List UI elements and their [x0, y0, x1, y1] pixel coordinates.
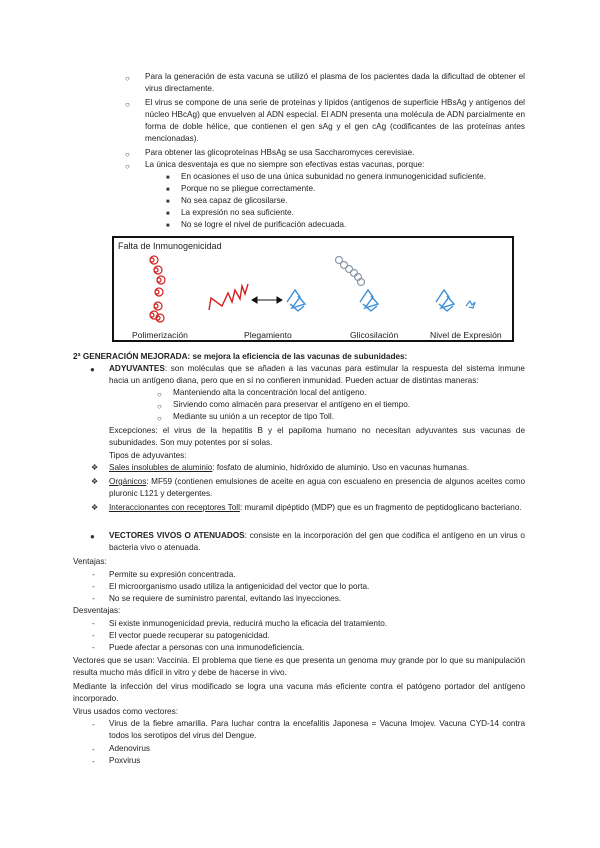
circle-bullet: ○ — [125, 74, 130, 83]
list-item: Si existe inmunogenicidad previa, reducirá mucho la eficacia del tratamiento. — [109, 619, 388, 628]
usados-label: Virus usados como vectores: — [73, 707, 178, 716]
sub-list-item: En ocasiones el uso de una única subunidad no genera inmunogenicidad suficiente. — [181, 172, 486, 181]
square-bullet: ■ — [166, 199, 170, 205]
exceptions-paragraph: Excepciones: el virus de la hepatitis B y el papiloma humano no necesitan adyuvantes sus vacunas de subunidades. Son muy potentes por sí solas. — [109, 426, 525, 447]
figure-illustration — [114, 238, 512, 340]
diamond-bullet: ❖ — [91, 463, 99, 472]
caption-polimerizacion: Polimerización — [132, 330, 188, 340]
section-heading: 2ª GENERACIÓN MEJORADA: se mejora la eficiencia de las vacunas de subunidades: — [73, 352, 408, 361]
dash-bullet: - — [92, 631, 95, 640]
list-item: Virus de la fiebre amarilla. Para luchar contra la encefalitis Japonesa = Vacuna Imojev. Vacuna CYD-14 contra todos los serotipos del virus del Dengue. — [109, 719, 525, 740]
dash-bullet: - — [92, 757, 95, 766]
list-item: Mediante su unión a un receptor de tipo Toll. — [173, 412, 334, 421]
dash-bullet: - — [92, 594, 95, 603]
ventajas-label: Ventajas: — [73, 557, 107, 566]
list-item: Poxvirus — [109, 756, 141, 765]
circle-bullet: ○ — [125, 162, 130, 171]
diamond-bullet: ❖ — [91, 503, 99, 512]
expressed-protein-icon — [436, 290, 454, 311]
sub-list-item: La expresión no sea suficiente. — [181, 208, 294, 217]
list-item: Adenovirus — [109, 744, 150, 753]
circle-bullet: ○ — [125, 150, 130, 159]
dash-bullet: - — [92, 643, 95, 652]
caption-glicosilacion: Glicosilación — [350, 330, 399, 340]
caption-plegamiento: Plegamiento — [244, 330, 292, 340]
circle-bullet: ○ — [157, 414, 162, 423]
unfolded-protein-icon — [209, 284, 248, 310]
sub-list-item: Porque no se pliegue correctamente. — [181, 184, 316, 193]
sub-list-item: No sea capaz de glicosilarse. — [181, 196, 288, 205]
figure-title: Falta de Inmunogenicidad — [118, 241, 222, 251]
circle-bullet: ○ — [157, 402, 162, 411]
red-circle-chain-icon — [150, 256, 165, 322]
disc-bullet: ● — [90, 365, 95, 374]
desventajas-label: Desventajas: — [73, 606, 121, 615]
vectores-usan-paragraph: Vectores que se usan: Vaccinia. El problema que tiene es que presenta un genoma muy grande por lo que su manipulación resulta mucho más difícil in vitro y debe de hacerse in vivo. — [73, 656, 525, 677]
square-bullet: ■ — [166, 223, 170, 229]
dash-bullet: - — [92, 582, 95, 591]
list-item: Para la generación de esta vacuna se utilizó el plasma de los pacientes dada la dificultad de obtener el virus directamente. — [145, 72, 525, 93]
dash-bullet: - — [92, 720, 95, 729]
vectores-title: VECTORES VIVOS O ATENUADOS — [109, 531, 245, 540]
adyuvantes-paragraph: ADYUVANTES: son moléculas que se añaden a las vacunas para estimular la respuesta del sistema inmune hacia un antígeno diana, pero que en sí no confieren inmunidad. Pueden actuar de distintas maneras: — [109, 364, 525, 385]
diamond-bullet: ❖ — [91, 477, 99, 486]
list-item: El microorganismo usado utiliza la antigenicidad del vector que lo porta. — [109, 582, 370, 591]
caption-nivel-expresion: Nivel de Expresión — [430, 330, 502, 340]
type-item: Sales insolubles de aluminio: fosfato de aluminio, hidróxido de aluminio. Uso en vacunas humanas. — [109, 463, 470, 472]
square-bullet: ■ — [166, 175, 170, 181]
list-item: Para obtener las glicoproteínas HBsAg se usa Saccharomyces cerevisiae. — [145, 148, 415, 157]
list-item: Sirviendo como almacén para preservar el antígeno en el tiempo. — [173, 400, 411, 409]
glycan-chain-icon — [336, 257, 365, 286]
small-protein-icon — [466, 301, 475, 308]
types-label: Tipos de adyuvantes: — [109, 451, 187, 460]
glycosylated-protein-icon — [360, 290, 378, 311]
folded-protein-icon — [287, 290, 305, 311]
disc-bullet: ● — [90, 532, 95, 541]
dash-bullet: - — [92, 619, 95, 628]
list-item: Permite su expresión concentrada. — [109, 570, 236, 579]
dash-bullet: - — [92, 745, 95, 754]
sub-list-item: No se logre el nivel de purificación adecuada. — [181, 220, 347, 229]
vectores-paragraph: VECTORES VIVOS O ATENUADOS: consiste en la incorporación del gen que codifica el antígeno en un virus o bacteria vivo o atenuada. — [109, 531, 525, 552]
type-item: Orgánicos: MF59 (contienen emulsiones de aceite en agua con escualeno en presencia de algunos aceites como pluronic L121 y detergentes. — [109, 477, 525, 498]
square-bullet: ■ — [166, 211, 170, 217]
double-arrow-icon — [252, 297, 282, 303]
list-item: No se requiere de suministro parental, evitando las inyecciones. — [109, 594, 342, 603]
list-item: Manteniendo alta la concentración local del antígeno. — [173, 388, 367, 397]
adyuvantes-title: ADYUVANTES — [109, 364, 165, 373]
circle-bullet: ○ — [125, 100, 130, 109]
type-item: Interaccionantes con receptores Toll: muramil dipéptido (MDP) que es un fragmento de peptidoglicano bacteriano. — [109, 503, 522, 512]
square-bullet: ■ — [166, 187, 170, 193]
list-item: La única desventaja es que no siempre son efectivas estas vacunas, porque: — [145, 160, 425, 169]
immunogenicity-figure — [112, 236, 514, 342]
list-item: El virus se compone de una serie de proteínas y lípidos (antígenos de superficie HBsAg y antígenos del núcleo HBcAg) que envuelven al ADN especial. El ADN presenta una molécula de ADN parcialmente en forma de doble hélice, que contienen el gen sAg y el gen cAg (codificantes de las proteínas antes mencionadas). — [145, 98, 525, 143]
mediante-paragraph: Mediante la infección del virus modificado se logra una vacuna más eficiente contra el patógeno portador del antígeno incorporado. — [73, 682, 525, 703]
dash-bullet: - — [92, 570, 95, 579]
circle-bullet: ○ — [157, 390, 162, 399]
list-item: El vector puede recuperar su patogenicidad. — [109, 631, 270, 640]
list-item: Puede afectar a personas con una inmunodeficiencia. — [109, 643, 305, 652]
